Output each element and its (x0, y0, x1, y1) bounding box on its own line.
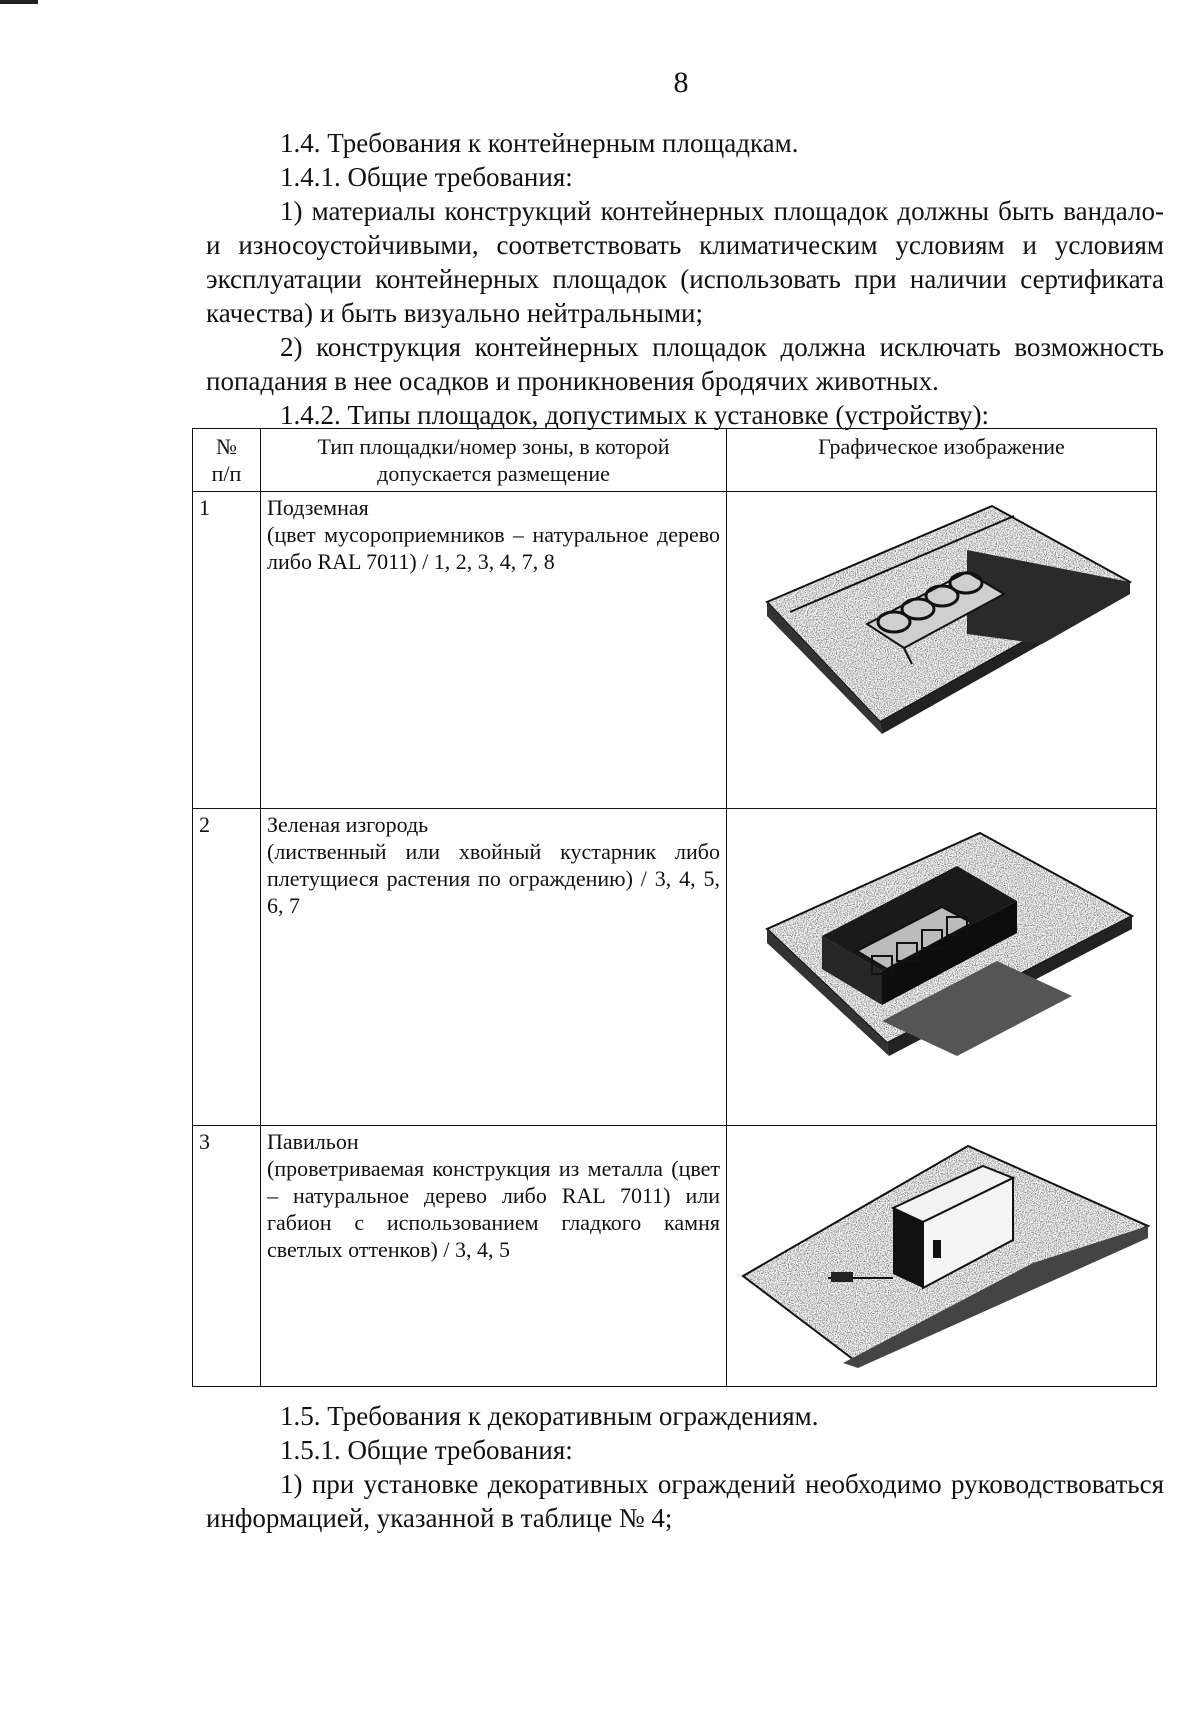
pavilion-platform-icon (733, 1128, 1153, 1368)
scan-edge-mark (0, 0, 38, 4)
types-heading: 1.4.2. Типы площадок, допустимых к установке (устройству): (280, 400, 990, 430)
row-title: Подземная (267, 495, 369, 520)
row-number: 3 (193, 1126, 261, 1387)
header-number-line2: п/п (211, 461, 242, 486)
underground-platform-icon (742, 494, 1142, 794)
row-body: (цвет мусороприемников – натуральное дерево либо RAL 7011) / 1, 2, 3, 4, 7, 8 (267, 522, 720, 574)
header-description-line2: допускается размещение (377, 461, 610, 486)
row-number: 2 (193, 809, 261, 1126)
table-row (193, 492, 1157, 809)
table-row (193, 809, 1157, 1126)
row-title: Зеленая изгородь (267, 812, 429, 837)
table-row (193, 1126, 1157, 1387)
row-title: Павильон (267, 1129, 359, 1154)
section-fence-requirements (206, 1399, 1164, 1535)
section-heading: 1.5. Требования к декоративным ограждениям. (280, 1401, 819, 1431)
header-image: Графическое изображение (727, 429, 1157, 492)
subsection-heading: 1.4.1. Общие требования: (280, 162, 573, 192)
row-figure-cell (727, 1126, 1157, 1387)
row-body: (лиственный или хвойный кустарник либо плетущиеся растения по ограждению) / 3, 4, 5, 6, 7 (267, 839, 720, 918)
header-number (193, 429, 261, 492)
header-number-line1: № (216, 434, 237, 459)
row-number: 1 (193, 492, 261, 809)
row-figure-cell (727, 809, 1157, 1126)
header-description (261, 429, 727, 492)
header-description-line1: Тип площадки/номер зоны, в которой (317, 434, 670, 459)
requirement-item-2: 2) конструкция контейнерных площадок должна исключать возможность попадания в нее осадков и проникновения бродячих животных. (206, 332, 1164, 396)
row-description (261, 809, 727, 1126)
requirement-item-1: 1) при установке декоративных ограждений необходимо руководствоваться информацией, указанной в таблице № 4; (206, 1469, 1164, 1533)
platform-types-table (192, 428, 1157, 1387)
subsection-heading: 1.5.1. Общие требования: (280, 1435, 573, 1465)
row-description (261, 1126, 727, 1387)
row-description (261, 492, 727, 809)
row-figure-cell (727, 492, 1157, 809)
green-hedge-platform-icon (742, 811, 1142, 1111)
section-heading: 1.4. Требования к контейнерным площадкам. (280, 128, 799, 158)
page-number: 8 (673, 66, 689, 99)
row-body: (проветриваемая конструкция из металла (цвет – натуральное дерево либо RAL 7011) или габион с использованием гладкого камня светлых оттенков) / 3, 4, 5 (267, 1156, 720, 1262)
table-header-row (193, 429, 1157, 492)
section-container-requirements (206, 126, 1164, 432)
requirement-item-1: 1) материалы конструкций контейнерных площадок должны быть вандало- и износоустойчивыми, соответствовать климатическим условиям и условиям эксплуатации контейнерных площадок (использовать при наличии сертификата качества) и быть визуально нейтральными; (206, 196, 1164, 328)
